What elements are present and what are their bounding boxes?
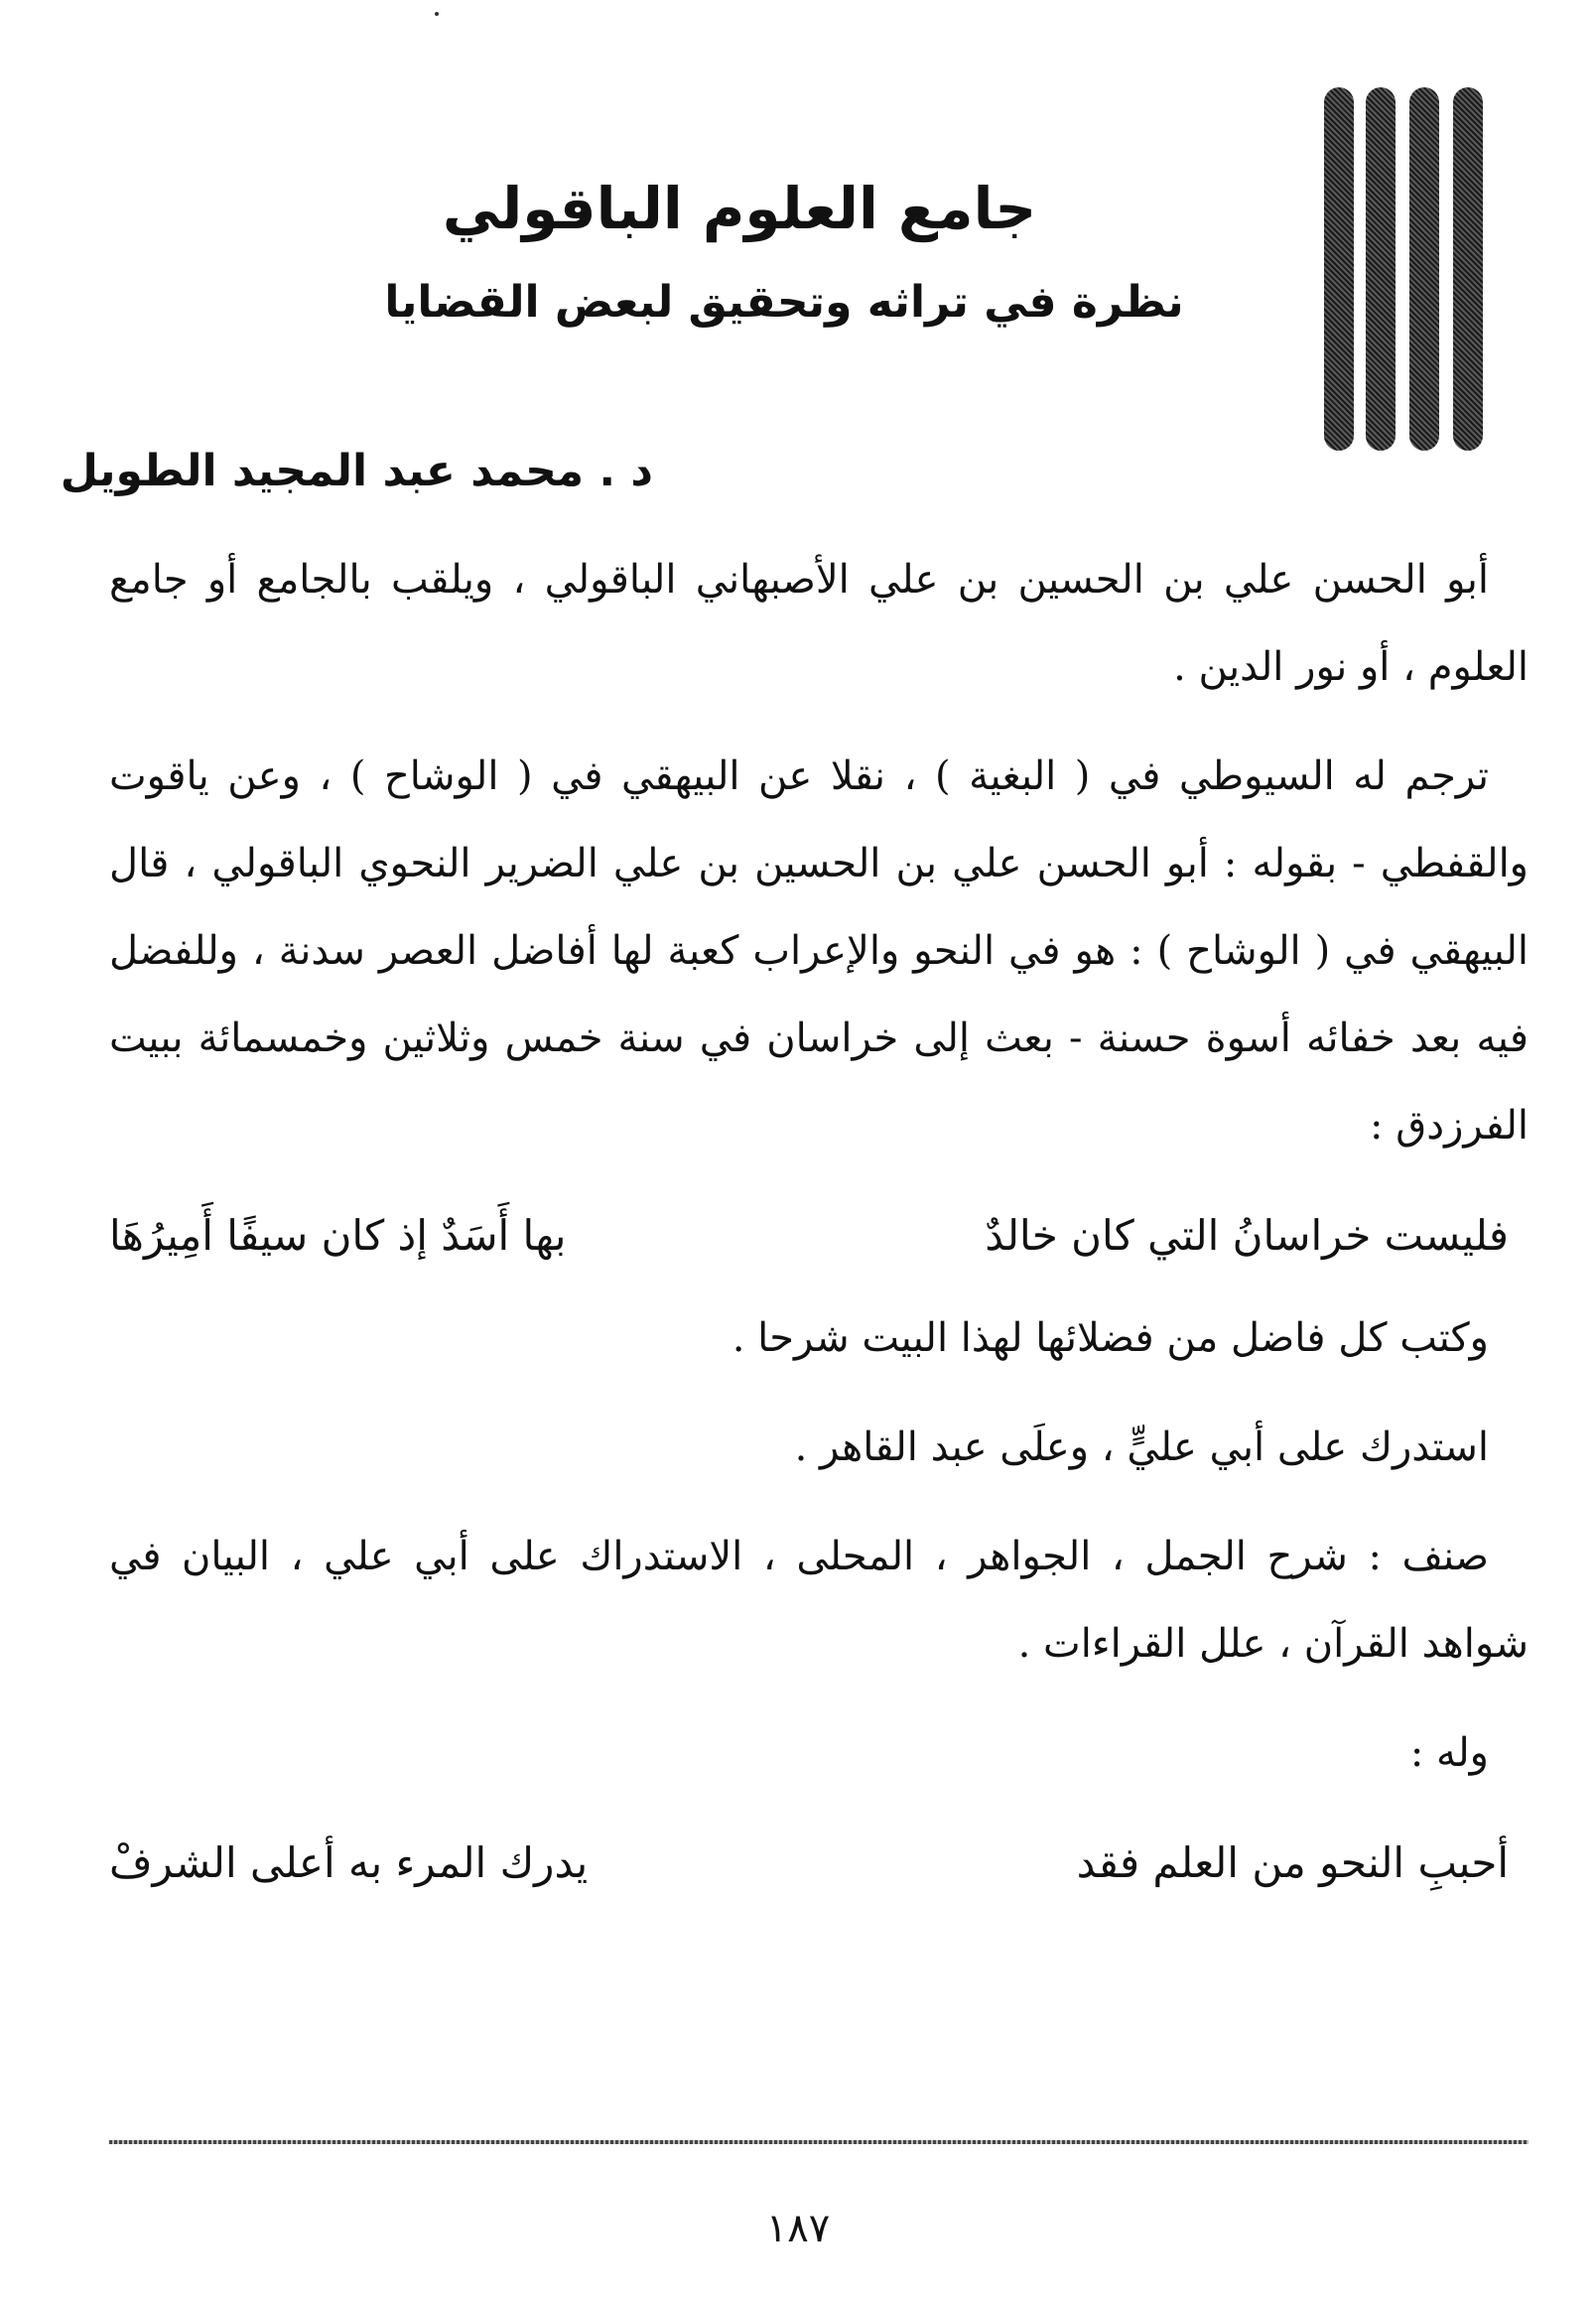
decorative-bar — [1324, 87, 1354, 451]
decorative-bars — [1324, 87, 1483, 451]
footer-divider — [109, 2140, 1529, 2144]
article-subtitle: نظرة في تراثه وتحقيق لبعض القضايا — [384, 277, 1184, 328]
decorative-bar — [1453, 87, 1483, 451]
paragraph: ترجم له السيوطي في ( البغية ) ، نقلا عن البيهقي في ( الوشاح ) ، وعن ياقوت والقفطي - بقوله : أبو الحسن علي بن الحسين بن علي الضرير النحوي الباقولي ، قال البيهقي في ( الوشاح ) : هو في النحو والإعراب كعبة لها أفاضل العصر سدنة ، وللفضل فيه بعد خفائه أسوة حسنة - بعث إلى خراسان في سنة خمس وثلاثين وخمسمائة ببيت الفرزدق : — [109, 753, 1529, 1149]
author-name: د . محمد عبد المجيد الطويل — [60, 446, 653, 496]
verse-first-hemistich: أحببِ النحو من العلم فقد — [1076, 1838, 1509, 1887]
verse-second-hemistich: يدرك المرء به أعلى الشرفْ — [109, 1838, 589, 1887]
article-body — [109, 536, 1529, 1922]
paragraph: صنف : شرح الجمل ، الجواهر ، المحلى ، الاستدراك على أبي علي ، البيان في شواهد القرآن ، علل القراءات . — [109, 1534, 1529, 1667]
decorative-bar — [1366, 87, 1396, 451]
paragraph: أبو الحسن علي بن الحسين بن علي الأصبهاني الباقولي ، ويلقب بالجامع أو جامع العلوم ، أو نور الدين . — [109, 557, 1529, 690]
paragraph: استدرك على أبي عليٍّ ، وعلَى عبد القاهر . — [794, 1424, 1489, 1470]
page-number: ١٨٧ — [765, 2206, 831, 2251]
verse-second-hemistich: بها أَسَدٌ إذ كان سيفًا أَمِيرُهَا — [109, 1211, 567, 1260]
decorative-bar — [1409, 87, 1439, 451]
verse-first-hemistich: فليست خراسانُ التي كان خالدٌ — [985, 1211, 1509, 1260]
paragraph: وكتب كل فاضل من فضلائها لهذا البيت شرحا . — [732, 1315, 1489, 1361]
paragraph: وله : — [1409, 1730, 1489, 1776]
poem-verse — [109, 1819, 1529, 1908]
scan-speck — [435, 12, 439, 16]
poem-verse — [109, 1191, 1529, 1281]
article-title: جامع العلوم الباقولي — [442, 175, 1037, 242]
